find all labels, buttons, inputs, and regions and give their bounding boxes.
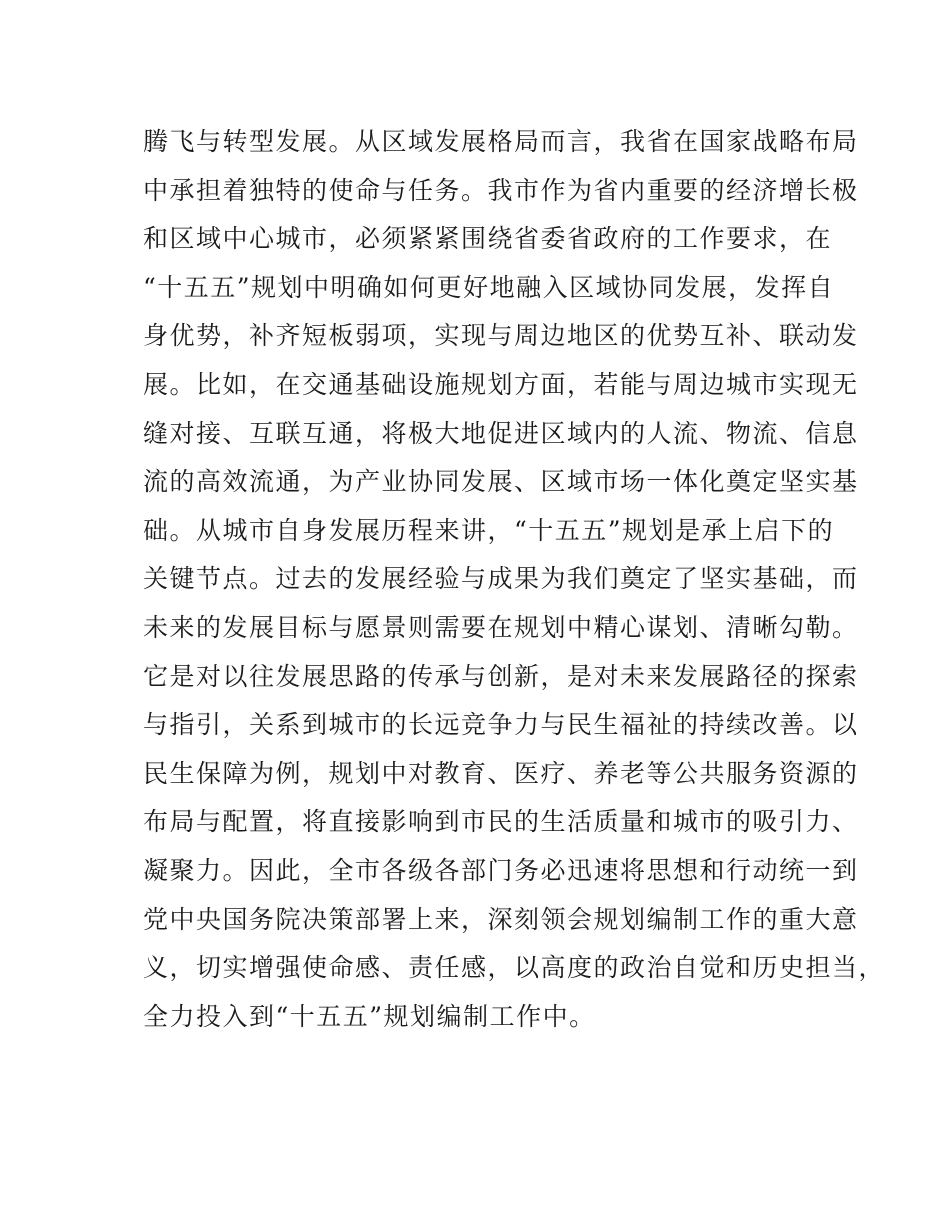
text-line-2: 中承担着独特的使命与任务。我市作为省内重要的经济增长极 [143, 175, 859, 205]
body-paragraph [143, 118, 886, 1041]
text-line-17: 党中央国务院决策部署上来，深刻领会规划编制工作的重大意 [143, 904, 859, 934]
text-line-12: 它是对以往发展思路的传承与创新，是对未来发展路径的探索 [143, 661, 859, 691]
text-line-8: 流的高效流通，为产业协同发展、区域市场一体化奠定坚实基 [143, 467, 859, 497]
text-line-15: 布局与配置，将直接影响到市民的生活质量和城市的吸引力、 [143, 807, 859, 837]
text-line-5: 身优势，补齐短板弱项，实现与周边地区的优势互补、联动发 [143, 321, 859, 351]
text-line-19: 全力投入到“十五五”规划编制工作中。 [143, 1001, 596, 1031]
text-line-16: 凝聚力。因此，全市各级各部门务必迅速将思想和行动统一到 [143, 855, 859, 885]
text-line-14: 民生保障为例，规划中对教育、医疗、养老等公共服务资源的 [143, 758, 859, 788]
text-line-11: 未来的发展目标与愿景则需要在规划中精心谋划、清晰勾勒。 [143, 612, 859, 642]
text-line-4: “十五五”规划中明确如何更好地融入区域协同发展，发挥自 [143, 272, 835, 302]
text-line-3: 和区域中心城市，必须紧紧围绕省委省政府的工作要求，在 [143, 224, 833, 254]
text-line-6: 展。比如，在交通基础设施规划方面，若能与周边城市实现无 [143, 369, 859, 399]
text-line-10: 关键节点。过去的发展经验与成果为我们奠定了坚实基础，而 [143, 564, 859, 594]
text-line-18: 义，切实增强使命感、责任感，以高度的政治自觉和历史担当， [143, 953, 886, 983]
text-line-7: 缝对接、互联互通，将极大地促进区域内的人流、物流、信息 [143, 418, 859, 448]
text-line-1: 腾飞与转型发展。从区域发展格局而言，我省在国家战略布局 [143, 127, 859, 156]
text-line-9: 础。从城市自身发展历程来讲，“十五五”规划是承上启下的 [143, 515, 835, 545]
text-line-13: 与指引，关系到城市的长远竞争力与民生福祉的持续改善。以 [143, 710, 859, 740]
